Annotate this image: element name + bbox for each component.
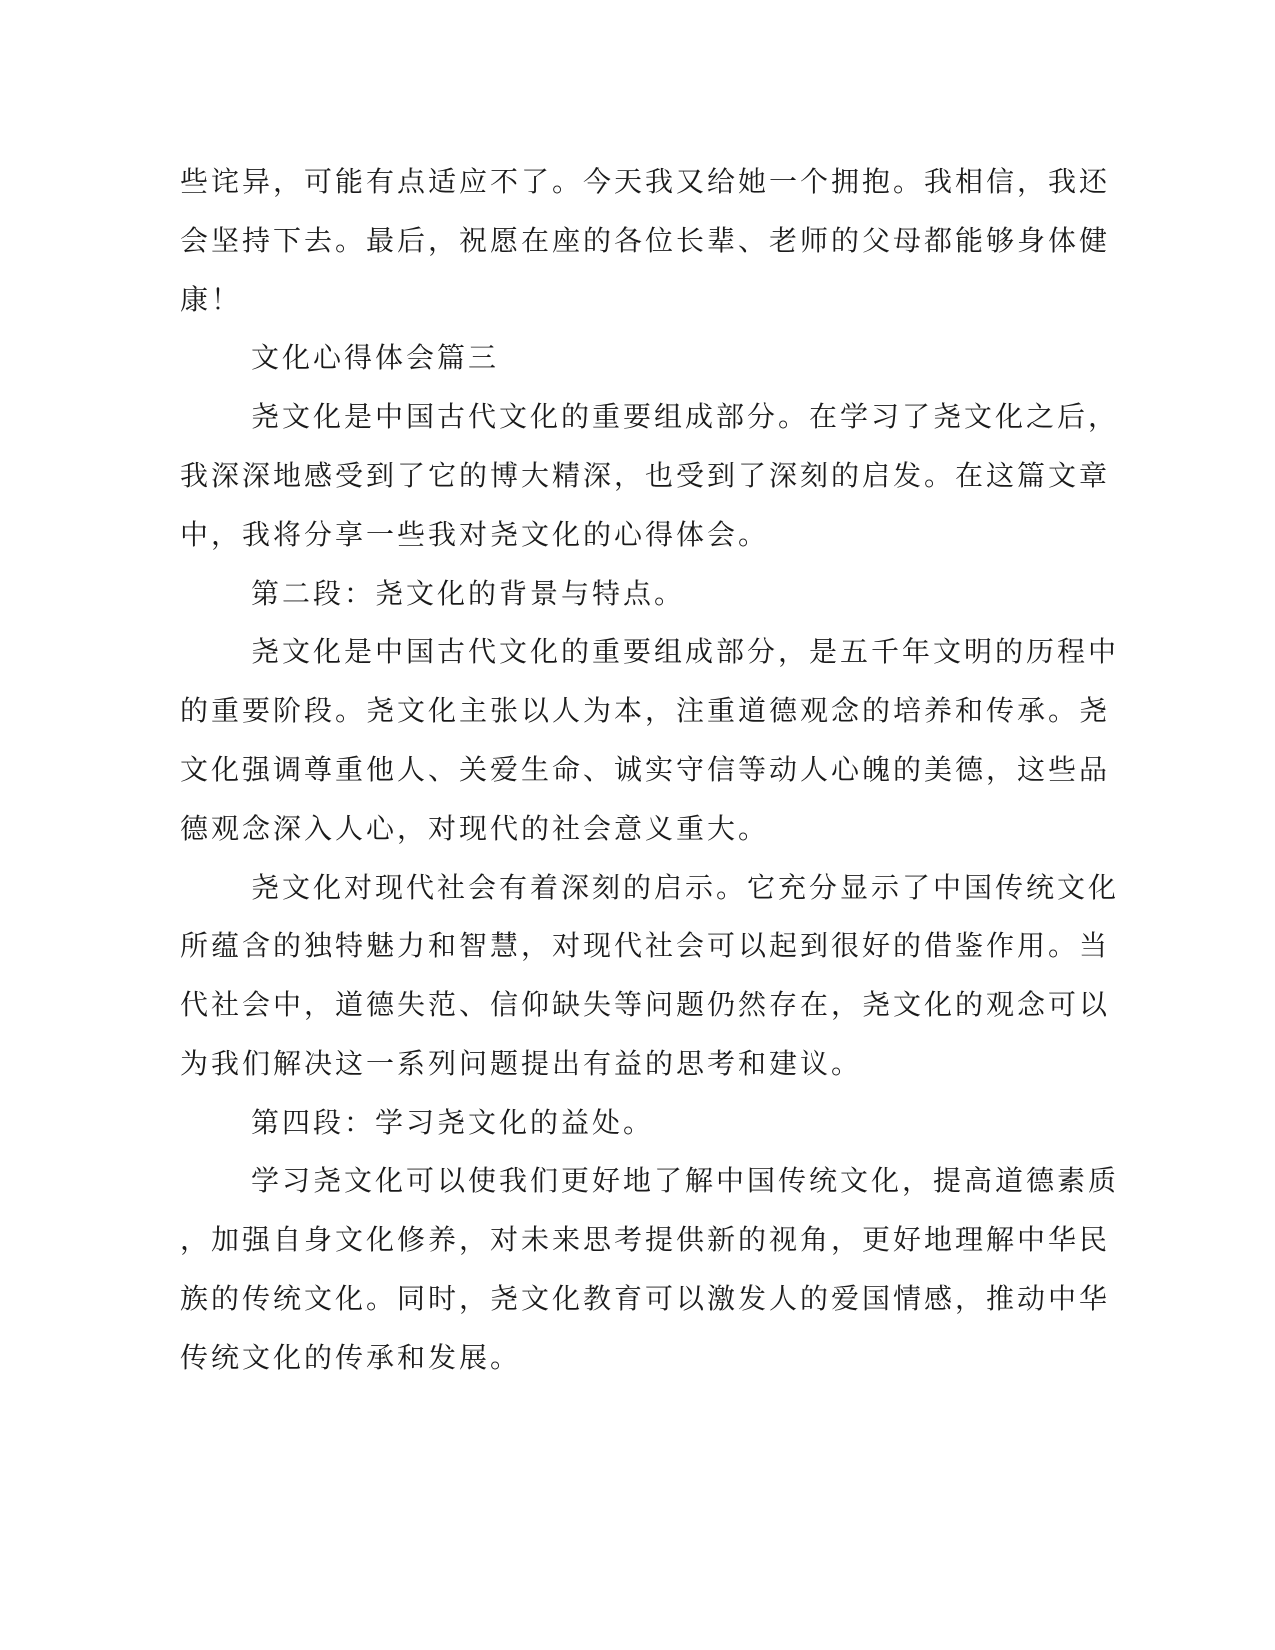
text-line: 康！ xyxy=(180,283,243,316)
text-line: 传统文化的传承和发展。 xyxy=(180,1341,522,1374)
section-heading: 第二段：尧文化的背景与特点。 xyxy=(251,577,686,610)
text-line: 尧文化对现代社会有着深刻的启示。它充分显示了中国传统文化 xyxy=(251,871,1120,904)
text-line: 族的传统文化。同时，尧文化教育可以激发人的爱国情感，推动中华 xyxy=(180,1282,1111,1315)
text-line: 我深深地感受到了它的博大精深，也受到了深刻的启发。在这篇文章 xyxy=(180,459,1111,492)
text-line: 中，我将分享一些我对尧文化的心得体会。 xyxy=(180,518,770,551)
text-line: ，加强自身文化修养，对未来思考提供新的视角，更好地理解中华民 xyxy=(180,1223,1111,1256)
text-line: 文化强调尊重他人、关爱生命、诚实守信等动人心魄的美德，这些品 xyxy=(180,753,1111,786)
text-line: 学习尧文化可以使我们更好地了解中国传统文化，提高道德素质 xyxy=(251,1164,1120,1197)
text-line: 代社会中，道德失范、信仰缺失等问题仍然存在，尧文化的观念可以 xyxy=(180,988,1111,1021)
text-line: 尧文化是中国古代文化的重要组成部分。在学习了尧文化之后， xyxy=(251,400,1120,433)
section-heading: 第四段：学习尧文化的益处。 xyxy=(251,1106,655,1139)
text-line: 的重要阶段。尧文化主张以人为本，注重道德观念的培养和传承。尧 xyxy=(180,694,1111,727)
text-line: 些诧异，可能有点适应不了。今天我又给她一个拥抱。我相信，我还 xyxy=(180,165,1111,198)
text-line: 会坚持下去。最后，祝愿在座的各位长辈、老师的父母都能够身体健 xyxy=(180,224,1111,257)
section-heading: 文化心得体会篇三 xyxy=(251,341,500,374)
text-line: 德观念深入人心，对现代的社会意义重大。 xyxy=(180,812,770,845)
text-line: 为我们解决这一系列问题提出有益的思考和建议。 xyxy=(180,1047,863,1080)
text-line: 尧文化是中国古代文化的重要组成部分，是五千年文明的历程中 xyxy=(251,635,1120,668)
text-line: 所蕴含的独特魅力和智慧，对现代社会可以起到很好的借鉴作用。当 xyxy=(180,929,1111,962)
